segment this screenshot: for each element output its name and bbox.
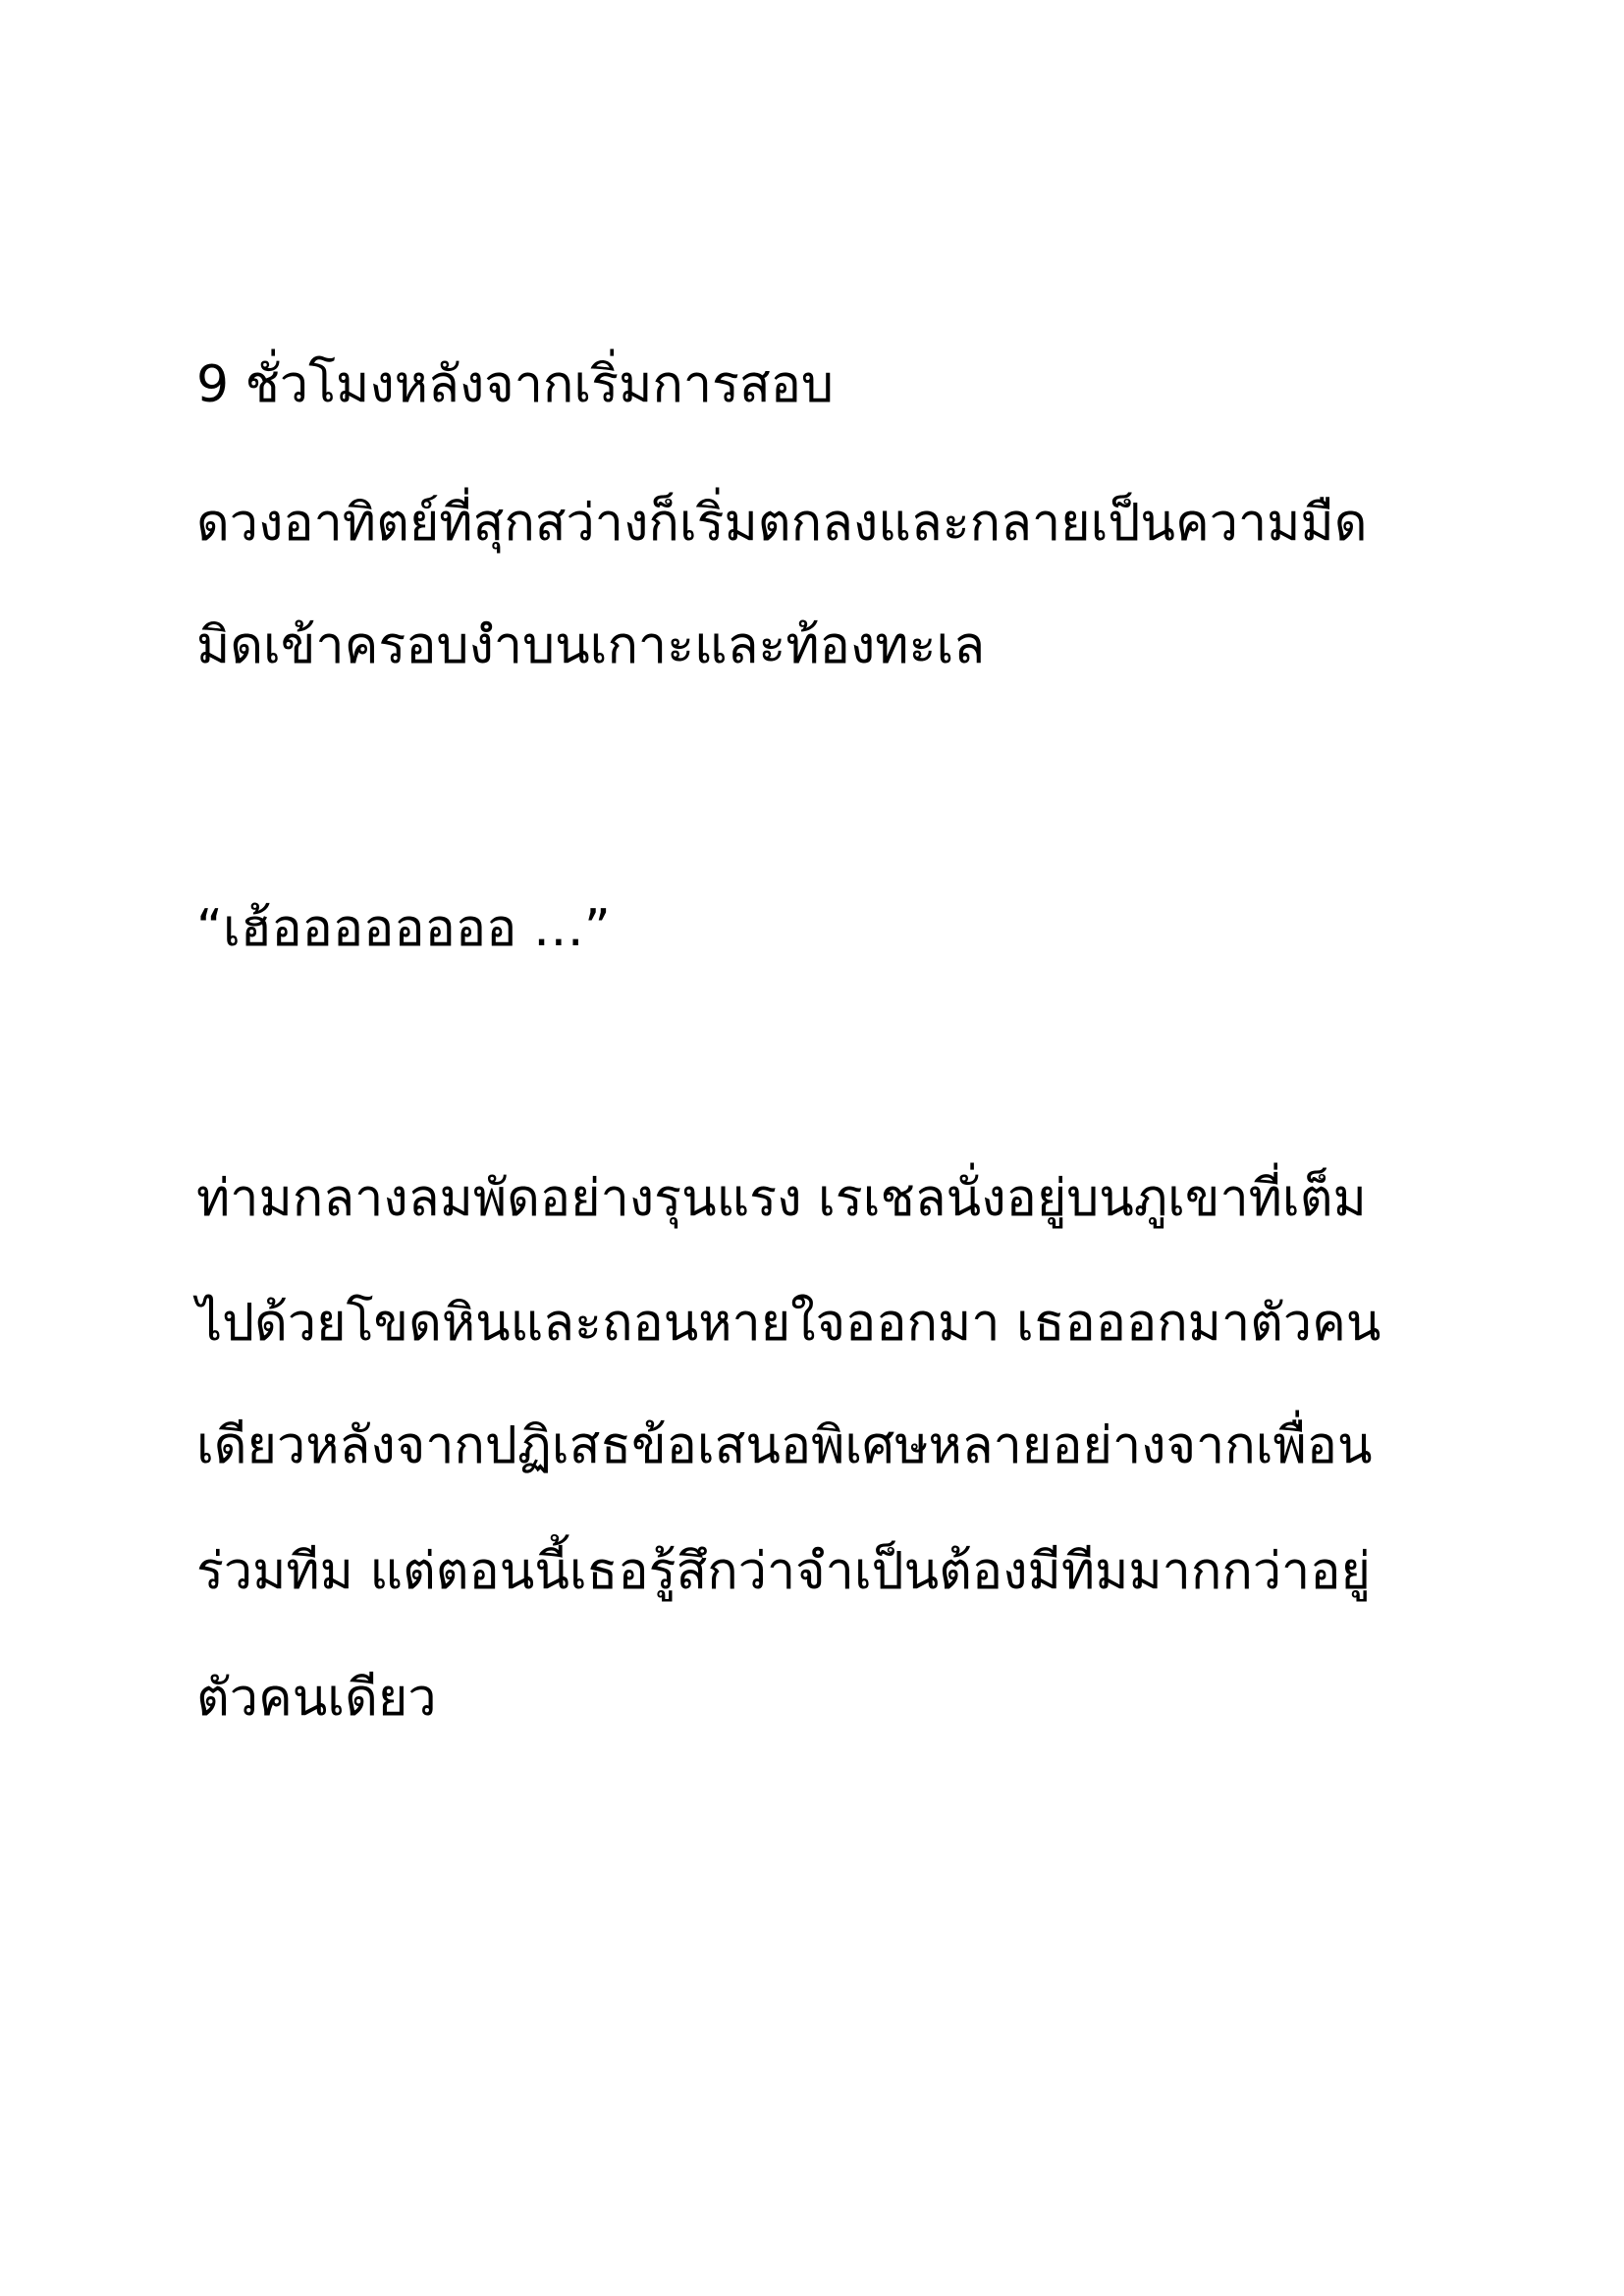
paragraph-line: ร่วมทีม แต่ตอนนี้เธอรู้สึกว่าจำเป็นต้องมีทีมมากกว่าอยู่ [196, 1542, 1371, 1601]
dialogue-line: “เฮ้ออออออออ …” [196, 899, 611, 958]
paragraph-line: ดวงอาทิตย์ที่สุกสว่างก็เริ่มตกลงและกลายเป็นความมืด [196, 494, 1368, 553]
paragraph-line: ไปด้วยโขดหินและถอนหายใจออกมา เธอออกมาตัวคน [196, 1294, 1381, 1353]
paragraph-line: ตัวคนเดียว [196, 1669, 437, 1728]
paragraph-line: เดียวหลังจากปฏิเสธข้อเสนอพิเศษหลายอย่างจากเพื่อน [196, 1416, 1373, 1475]
paragraph-line: มิดเข้าครอบงำบนเกาะและท้องทะเล [196, 616, 986, 675]
paragraph-line: ท่ามกลางลมพัดอย่างรุนแรง เรเชลนั่งอยู่บนภูเขาที่เต็ม [196, 1169, 1367, 1228]
heading-time-line: 9 ชั่วโมงหลังจากเริ่มการสอบ [196, 355, 834, 414]
